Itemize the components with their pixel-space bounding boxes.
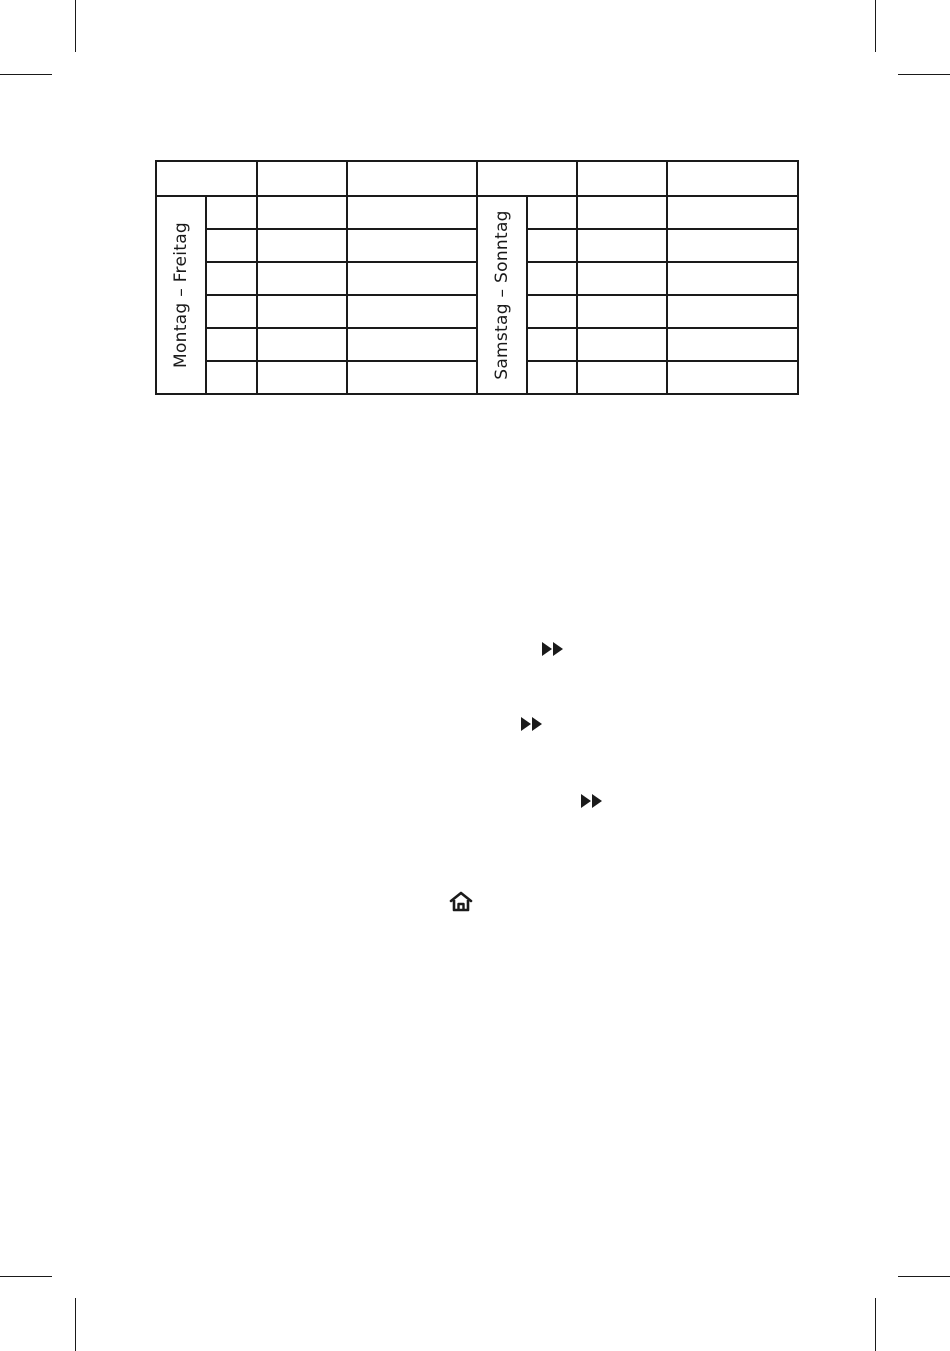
- weekend-label-cell: [477, 196, 527, 394]
- home-icon: [448, 890, 474, 914]
- table-cell[interactable]: [206, 295, 257, 328]
- table-cell[interactable]: [206, 196, 257, 229]
- table-cell[interactable]: [347, 229, 477, 262]
- table-cell[interactable]: [257, 328, 347, 361]
- table-cell[interactable]: [577, 262, 667, 295]
- table-cell[interactable]: [257, 262, 347, 295]
- crop-mark-bottom-left-horizontal: [0, 1276, 52, 1277]
- table-cell[interactable]: [206, 328, 257, 361]
- schedule-table: [155, 160, 799, 395]
- weekday-label-cell: [156, 196, 206, 394]
- crop-mark-top-right-horizontal: [898, 74, 950, 75]
- header-cell-weekday-program[interactable]: [156, 161, 257, 196]
- crop-mark-bottom-right-horizontal: [898, 1276, 950, 1277]
- table-cell[interactable]: [667, 262, 798, 295]
- header-cell-weekend-temp[interactable]: [667, 161, 798, 196]
- header-cell-weekday-time[interactable]: [257, 161, 347, 196]
- crop-mark-bottom-right-vertical: [875, 1298, 876, 1351]
- fast-forward-icon: [520, 716, 544, 732]
- header-cell-weekday-temp[interactable]: [347, 161, 477, 196]
- table-row: [156, 196, 798, 229]
- table-cell[interactable]: [206, 229, 257, 262]
- table-cell[interactable]: [577, 229, 667, 262]
- table-cell[interactable]: [667, 229, 798, 262]
- table-cell[interactable]: [527, 229, 577, 262]
- header-cell-weekend-time[interactable]: [577, 161, 667, 196]
- table-cell[interactable]: [667, 295, 798, 328]
- table-cell[interactable]: [577, 361, 667, 394]
- table-cell[interactable]: [667, 196, 798, 229]
- crop-mark-top-right-vertical: [875, 0, 876, 52]
- table-cell[interactable]: [527, 196, 577, 229]
- header-cell-weekend-program[interactable]: [477, 161, 577, 196]
- table-cell[interactable]: [527, 328, 577, 361]
- table-cell[interactable]: [257, 196, 347, 229]
- table-cell[interactable]: [206, 262, 257, 295]
- weekday-label: Montag – Freitag: [171, 221, 191, 369]
- table-cell[interactable]: [347, 328, 477, 361]
- table-cell[interactable]: [257, 361, 347, 394]
- table-cell[interactable]: [347, 295, 477, 328]
- table-cell[interactable]: [577, 328, 667, 361]
- table-cell[interactable]: [206, 361, 257, 394]
- table-cell[interactable]: [667, 328, 798, 361]
- table-cell[interactable]: [347, 196, 477, 229]
- table-cell[interactable]: [527, 361, 577, 394]
- crop-mark-top-left-vertical: [75, 0, 76, 52]
- table-cell[interactable]: [347, 361, 477, 394]
- weekend-label: Samstag – Sonntag: [492, 210, 512, 380]
- fast-forward-icon: [580, 793, 604, 809]
- table-cell[interactable]: [347, 262, 477, 295]
- table-cell[interactable]: [667, 361, 798, 394]
- fast-forward-icon: [541, 641, 565, 657]
- table-cell[interactable]: [577, 196, 667, 229]
- table-cell[interactable]: [257, 295, 347, 328]
- table-cell[interactable]: [257, 229, 347, 262]
- table-cell[interactable]: [577, 295, 667, 328]
- table-cell[interactable]: [527, 262, 577, 295]
- table-cell[interactable]: [527, 295, 577, 328]
- crop-mark-bottom-left-vertical: [75, 1298, 76, 1351]
- table-header-row: [156, 161, 798, 196]
- crop-mark-top-left-horizontal: [0, 74, 52, 75]
